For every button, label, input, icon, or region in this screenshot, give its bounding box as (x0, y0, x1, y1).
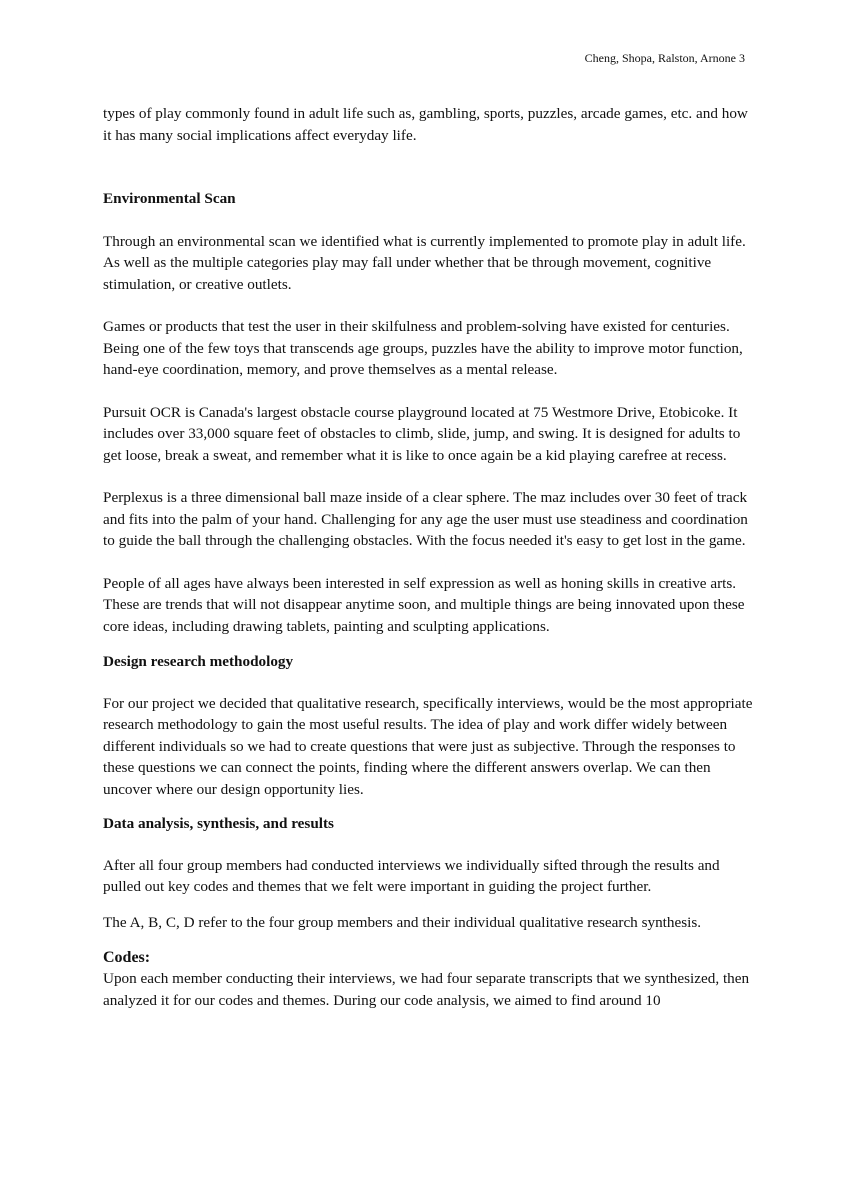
env-paragraph-3: Pursuit OCR is Canada's largest obstacle course playground located at 75 Westmore Drive, Etobicoke. It includes over 33,000 square feet of obstacles to climb, slide, jump, and swing. It is designed for adults to get loose, break a sweat, and remember what it is like to once again be a kid playing carefree at recess. (103, 403, 741, 464)
heading-design-research-methodology: Design research methodology (103, 653, 294, 670)
heading-environmental-scan: Environmental Scan (103, 190, 236, 207)
heading-codes: Codes: (103, 949, 151, 966)
running-head: Cheng, Shopa, Ralston, Arnone 3 (584, 51, 745, 65)
codes-paragraph: Upon each member conducting their interviews, we had four separate transcripts that we synthesized, then analyzed it for our codes and themes. During our code analysis, we aimed to find around 10 (103, 970, 750, 1009)
env-paragraph-1: Through an environmental scan we identified what is currently implemented to promote play in adult life. As well as the multiple categories play may fall under whether that be through movement, cognitive stimulation, or creative outlets. (103, 232, 746, 293)
heading-data-analysis: Data analysis, synthesis, and results (103, 815, 334, 832)
env-paragraph-4: Perplexus is a three dimensional ball maze inside of a clear sphere. The maz includes over 30 feet of track and fits into the palm of your hand. Challenging for any age the user must use steadiness and coordination to guide the ball through the challenging obstacles. With the focus needed it's easy to get lost in the game. (103, 489, 748, 549)
data-analysis-paragraph-2: The A, B, C, D refer to the four group members and their individual qualitative research synthesis. (103, 913, 702, 931)
env-paragraph-2: Games or products that test the user in their skilfulness and problem-solving have existed for centuries. Being one of the few toys that transcends age groups, puzzles have the ability to improve motor function, hand-eye coordination, memory, and prove themselves as a mental release. (103, 318, 743, 378)
design-research-paragraph: For our project we decided that qualitative research, specifically interviews, would be the most appropriate research methodology to gain the most useful results. The idea of play and work differ widely between different individuals so we had to create questions that were just as subjective. Through the responses to these questions we can connect the points, finding where the different answers overlap. We can then uncover where our design opportunity lies. (103, 694, 753, 798)
env-paragraph-5: People of all ages have always been interested in self expression as well as honing skills in creative arts. These are trends that will not disappear anytime soon, and multiple things are being innovated upon these core ideas, including drawing tablets, painting and sculpting applications. (103, 574, 745, 635)
page-body (103, 103, 753, 1011)
intro-paragraph: types of play commonly found in adult life such as, gambling, sports, puzzles, arcade games, etc. and how it has many social implications affect everyday life. (103, 105, 748, 144)
data-analysis-paragraph-1: After all four group members had conducted interviews we individually sifted through the results and pulled out key codes and themes that we felt were important in guiding the project further. (103, 856, 720, 895)
